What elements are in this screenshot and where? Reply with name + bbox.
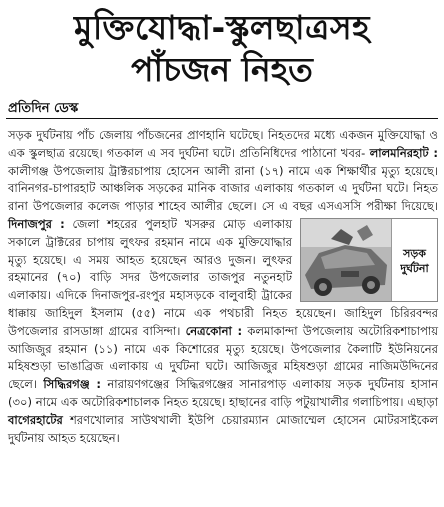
location-label: বাগেরহাটের [8,412,63,427]
article-text: নারায়ণগঞ্জের সিদ্ধিরগঞ্জের সানারপাড় এলাকায় সড়ক দুর্ঘটনায় হাসান (৩০) নামে এক অটোরিকশাচালক নিহত হয়েছে। হাছানের বাড়ি পটুয়াখালীর গলাচিপায়। এছাড়া [8,377,438,409]
article-text: কলমাকান্দা উপজেলায় অটোরিকশাচাপায় আজিজুর রহমান (১১) নামে এক কিশোরের মৃত্যু হয়েছে। উপজেলার কৈলাটি ইউনিয়নের মহিষশুড়া ভাঙাব্রিজ এলাকায় এ দুর্ঘটনা ঘটে। আজিজুর মহিষশুড়া গ্রামের নাজিমউদ্দিনের ছেলে। [8,323,438,392]
headline [0,8,444,90]
location-label: দিনাজপুর : [8,216,65,231]
article-text: কালীগঞ্জ উপজেলায় ট্রাক্টরচাপায় হোসেন আলী রানা (১৭) নামে এক শিক্ষার্থীর মৃত্যু হয়েছে। বানিনগর-চাপারহাট আঞ্চলিক সড়কের মানিক বাজার এলাকায় গতকাল এ দুর্ঘটনা ঘটে। নিহত রানা উপজেলার কলেজ পাড়ার শাহেব আলীর ছেলে। সে এ বছর এসএসসি পরীক্ষা দিয়েছে। [8,163,438,214]
article-body [8,127,438,447]
article-text: জেলা শহরের পুলহাট খসরুর মোড় এলাকায় সকালে ট্রাক্টরের চাপায় লুৎফর রহমান নামে এক মুক্তিযোদ্ধার মৃত্যু হয়েছে। এ সময় আহত হয়েছেন আরও দুজন। লুৎফর রহমানের (৭০) বাড়ি সদর উপজেলার তাজপুর নতুনহাট এলাকায়। এদিকে দিনাজপুর-রংপুর মহাসড়কে বালুবাহী ট্রাকের ধাক্কায় জাহিদুল ইসলাম (৫৫) নামে এক পথচারী নিহত হয়েছেন। জাহিদুল চিরিরবন্দর উপজেলার রাসডাঙ্গা গ্রামের বাসিন্দা। [8,216,438,338]
accident-photo [300,218,438,302]
wrecked-vehicle-image [301,219,393,302]
article-paragraph [8,127,438,447]
photo-caption [391,219,437,302]
headline-line-2: পাঁচজন নিহত [131,50,313,89]
article-text: শরণখোলার সাউথখালী ইউপি চেয়ারম্যান মোজাম্মেল হোসেন মোটরসাইকেল দুর্ঘটনায় আহত হয়েছেন। [8,412,438,445]
photo-caption-line-2: দুর্ঘটনা [400,261,429,275]
location-label: লালমনিরহাট : [369,145,438,160]
byline-divider [6,118,438,119]
location-label: নেত্রকোনা : [185,323,243,338]
location-label: সিদ্ধিরগঞ্জ : [43,377,101,392]
photo-caption-line-1: সড়ক [403,246,426,260]
article-text: সড়ক দুর্ঘটনায় পাঁচ জেলায় পাঁচজনের প্রাণহানি ঘটেছে। নিহতদের মধ্যে একজন মুক্তিযোদ্ধা ও এক স্কুলছাত্র রয়েছে। গতকাল এ সব দুর্ঘটনা ঘটে। প্রতিনিধিদের পাঠানো খবর- [8,128,438,160]
headline-line-1: মুক্তিযোদ্ধা-স্কুলছাত্রসহ [74,8,370,47]
byline: প্রতিদিন ডেস্ক [8,101,79,116]
